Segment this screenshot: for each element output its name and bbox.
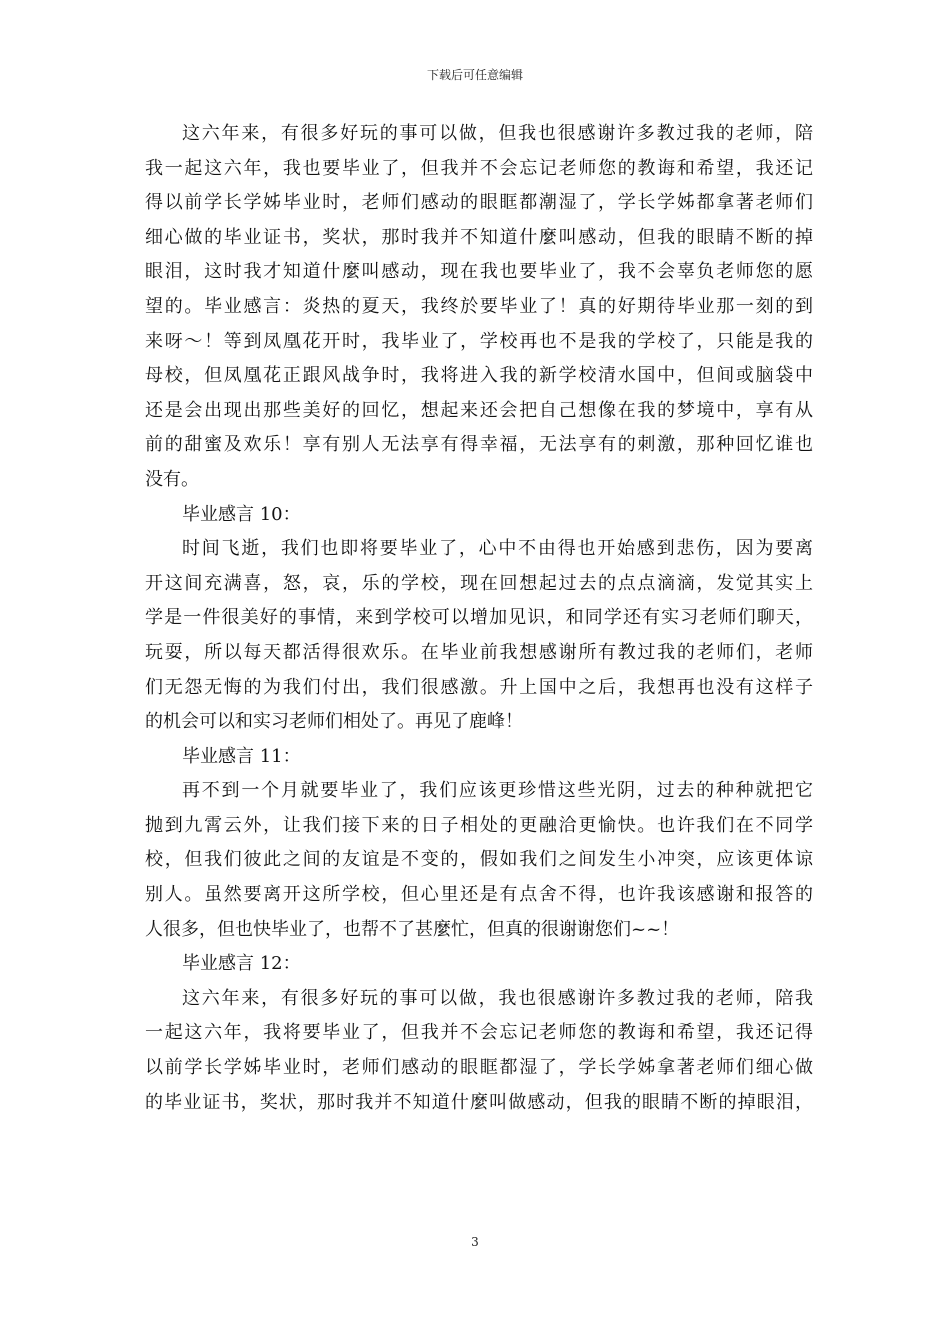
text-line: 望的。毕业感言：炎热的夏天，我终於要毕业了！真的好期待毕业那一刻的到 — [145, 295, 813, 317]
text-line: 这六年来，有很多好玩的事可以做，我也很感谢许多教过我的老师，陪我 — [182, 987, 813, 1009]
text-line: 细心做的毕业证书，奖状，那时我并不知道什麼叫感动，但我的眼睛不断的掉 — [145, 226, 813, 248]
text-line: 这六年来，有很多好玩的事可以做，但我也很感谢许多教过我的老师，陪 — [182, 123, 813, 144]
text-line: 玩耍，所以每天都活得很欢乐。在毕业前我想感谢所有教过我的老师们，老师 — [145, 641, 813, 663]
text-line: 们无怨无悔的为我们付出，我们很感激。升上国中之后，我想再也没有这样子 — [145, 676, 813, 698]
text-line: 前的甜蜜及欢乐！享有别人无法享有得幸福，无法享有的刺激，那种回忆谁也 — [145, 434, 813, 456]
text-line: 眼泪，这时我才知道什麼叫感动，现在我也要毕业了，我不会辜负老师您的愿 — [145, 261, 813, 283]
document-body — [145, 117, 813, 1120]
text-line: 抛到九霄云外，让我们接下来的日子相处的更融洽更愉快。也许我们在不同学 — [145, 814, 813, 836]
text-line: 母校，但凤凰花正跟风战争时，我将进入我的新学校清水国中，但间或脑袋中 — [145, 365, 813, 387]
section-heading: 毕业感言 11： — [182, 745, 301, 767]
text-line: 人很多，但也快毕业了，也帮不了甚麼忙，但真的很谢谢您们~~！ — [145, 918, 680, 940]
text-line: 得以前学长学姊毕业时，老师们感动的眼眶都潮湿了，学长学姊都拿著老师们 — [145, 192, 813, 214]
text-line: 一起这六年，我将要毕业了，但我并不会忘记老师您的教诲和希望，我还记得 — [145, 1022, 813, 1044]
text-line: 来呀～！等到凤凰花开时，我毕业了，学校再也不是我的学校了，只能是我的 — [145, 330, 813, 352]
text-line: 的毕业证书，奖状，那时我并不知道什麼叫做感动，但我的眼睛不断的掉眼泪， — [145, 1091, 813, 1113]
text-line: 别人。虽然要离开这所学校，但心里还是有点舍不得，也许我该感谢和报答的 — [145, 884, 813, 906]
text-line: 以前学长学姊毕业时，老师们感动的眼眶都湿了，学长学姊拿著老师们细心做 — [145, 1057, 813, 1079]
page-number: 3 — [471, 1235, 479, 1249]
text-line: 我一起这六年，我也要毕业了，但我并不会忘记老师您的教诲和希望，我还记 — [145, 157, 813, 179]
text-line: 的机会可以和实习老师们相处了。再见了鹿峰！ — [145, 711, 523, 733]
section-heading: 毕业感言 12： — [182, 953, 301, 975]
text-line: 学是一件很美好的事情，来到学校可以增加见识，和同学还有实习老师们聊天， — [145, 607, 813, 629]
section-heading: 毕业感言 10： — [182, 503, 301, 525]
text-line: 还是会出现出那些美好的回忆，想起来还会把自己想像在我的梦境中，享有从 — [145, 399, 813, 421]
text-line: 没有。 — [145, 468, 199, 490]
text-line: 校，但我们彼此之间的友谊是不变的，假如我们之间发生小冲突，应该更体谅 — [145, 849, 813, 871]
text-line: 时间飞逝，我们也即将要毕业了，心中不由得也开始感到悲伤，因为要离 — [182, 538, 813, 560]
page-header: 下载后可任意编辑 — [426, 68, 523, 82]
text-line: 再不到一个月就要毕业了，我们应该更珍惜这些光阴，过去的种种就把它 — [182, 780, 813, 802]
text-line: 开这间充满喜，怒，哀，乐的学校，现在回想起过去的点点滴滴，发觉其实上 — [145, 572, 813, 594]
